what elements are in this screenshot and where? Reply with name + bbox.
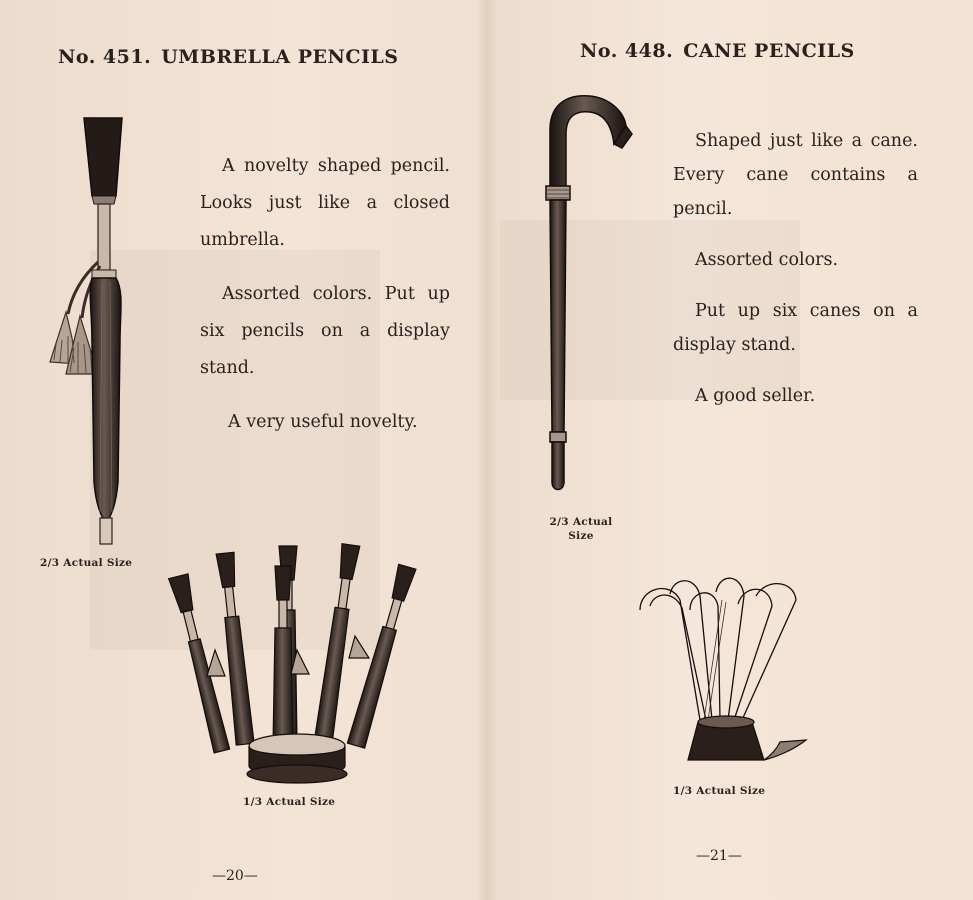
- right-paragraph-4: A good seller.: [695, 386, 816, 406]
- right-stand-caption: 1/3 Actual Size: [673, 785, 766, 797]
- right-heading-title: CANE PENCILS: [683, 40, 855, 62]
- umbrella-pencil-icon: [20, 112, 150, 552]
- right-pencil-caption-line-2: Size: [568, 530, 594, 542]
- right-heading: [580, 40, 855, 62]
- left-page-number: —20—: [212, 868, 258, 884]
- left-paragraph-2: Assorted colors. Put up six pencils on a display stand.: [200, 284, 450, 378]
- left-heading: [58, 46, 398, 68]
- umbrella-stand-icon: [205, 540, 385, 790]
- right-pencil-caption: [534, 515, 628, 543]
- right-pencil-caption-line-1: 2/3 Actual: [549, 516, 613, 528]
- page-gutter: [476, 0, 498, 900]
- right-body-text: [673, 124, 918, 430]
- right-page-number: —21—: [696, 848, 742, 864]
- right-heading-number: No. 448.: [580, 40, 674, 62]
- cane-stand-icon: [630, 570, 820, 780]
- left-body-text: [200, 148, 450, 458]
- left-paragraph-3: A very useful novelty.: [228, 412, 418, 432]
- left-paragraph-1: A novelty shaped pencil. Looks just like a closed umbrella.: [200, 156, 450, 250]
- cane-pencil-icon: [540, 90, 640, 500]
- left-pencil-caption: 2/3 Actual Size: [40, 557, 133, 569]
- left-heading-number: No. 451.: [58, 46, 152, 68]
- right-paragraph-2: Assorted colors.: [695, 250, 839, 270]
- left-stand-caption: 1/3 Actual Size: [243, 796, 336, 808]
- right-paragraph-1: Shaped just like a cane. Every cane contains a pencil.: [673, 131, 918, 219]
- left-heading-title: UMBRELLA PENCILS: [161, 46, 399, 68]
- right-paragraph-3: Put up six canes on a display stand.: [673, 301, 918, 355]
